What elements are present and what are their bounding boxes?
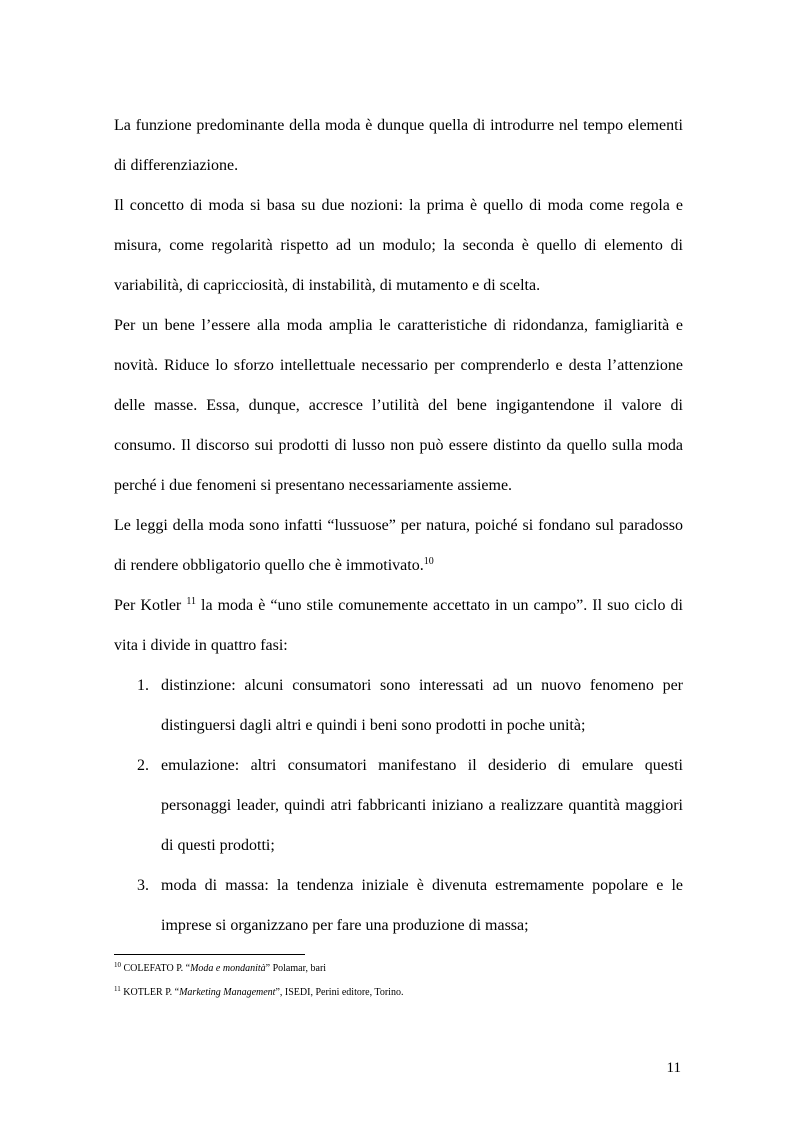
list-item [114,866,683,946]
list-item-number: 1. [137,677,149,694]
footnote-rest: ” Polamar, bari [265,963,327,974]
list-item [114,666,683,746]
kotler-text-after: la moda è “uno stile comunemente accettato in un campo”. Il suo ciclo di vita i divide in quattro fasi: [114,597,683,654]
footnote-number: 11 [114,985,121,993]
footnote-11 [114,986,683,1000]
footnote-separator [114,954,305,955]
footnote-author: KOTLER P. “ [123,987,180,998]
list-item-text: distinzione: alcuni consumatori sono interessati ad un nuovo fenomeno per distinguersi dagli altri e quindi i beni sono prodotti in poche unità; [161,677,683,734]
list-item-text: emulazione: altri consumatori manifestano il desiderio di emulare questi personaggi leader, quindi atri fabbricanti iniziano a realizzare quantità maggiori di questi prodotti; [161,757,683,854]
footnote-title: Moda e mondanità [190,963,266,974]
list-item [114,746,683,866]
footnote-author: COLEFATO P. “ [123,963,191,974]
list-item-number: 2. [137,757,149,774]
paragraph: La funzione predominante della moda è dunque quella di introdurre nel tempo elementi di differenziazione. [114,117,683,174]
list-item-number: 3. [137,877,149,894]
page-number: 11 [666,1060,681,1076]
paragraph: Il concetto di moda si basa su due nozioni: la prima è quello di moda come regola e misura, come regolarità rispetto ad un modulo; la seconda è quello di elemento di variabilità, di capricciosità, di instabilità, di mutamento e di scelta. [114,197,683,294]
paragraph-kotler [114,586,683,666]
footnote-number: 10 [114,961,121,969]
footnote-ref-11: 11 [186,596,196,607]
paragraph: Per un bene l’essere alla moda amplia le caratteristiche di ridondanza, famigliarità e novità. Riduce lo sforzo intellettuale necessario per comprenderlo e desta l’attenzione delle masse. Essa, dunque, accresce l’utilità del bene ingigantendone il valore di consumo. Il discorso sui prodotti di lusso non può essere distinto da quello sulla moda perché i due fenomeni si presentano necessariamente assieme. [114,317,683,494]
list-item-text: moda di massa: la tendenza iniziale è divenuta estremamente popolare e le imprese si organizzano per fare una produzione di massa; [161,877,683,934]
paragraph [114,506,683,586]
kotler-text-before: Per Kotler [114,597,187,614]
phases-list [114,666,683,946]
footnote-10 [114,962,683,976]
paragraph-text: Le leggi della moda sono infatti “lussuose” per natura, poiché si fondano sul paradosso di rendere obbligatorio quello che è immotivato. [114,517,683,574]
footnotes [114,962,683,1010]
main-text [114,106,683,946]
footnote-ref-10: 10 [423,556,434,567]
footnote-title: Marketing Management [179,987,276,998]
footnote-rest: ”, ISEDI, Perini editore, Torino. [275,987,404,998]
